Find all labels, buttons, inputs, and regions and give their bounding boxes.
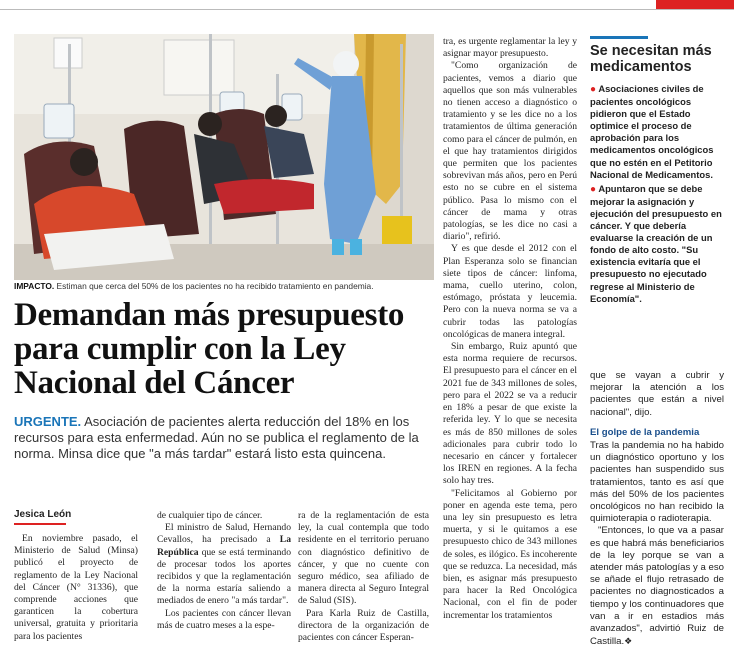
paragraph-text: que se está terminando de procesar todos los aportes recibidos y que la reglamentación de la norma estaría saliendo a mediados de enero "a más tardar". — [157, 546, 291, 607]
paragraph: "Felicitamos al Gobierno por poner en agenda este tema, pero una ley sin presupuesto es letra muerta, y si le quitamos a ese presupuesto chico de 343 millones de soles, es ilógico. Es incoherente que se reduzca. La necesidad, más bien, es asignar más presupuesto para hacer la Red Oncológica Nacional, con el fin de poder incrementar los tratamientos — [443, 487, 578, 621]
caption-label: IMPACTO. — [14, 281, 55, 291]
sidebar-item — [590, 183, 724, 305]
sidebar-item-text: Asociaciones civiles de pacientes oncológicos pidieron que el Estado optimice el proceso de aprobación para los medicamentos oncológicos que no estén en el Petitorio Nacional de Medicamentos. — [590, 83, 714, 180]
chemo-room-illustration — [14, 34, 434, 280]
paragraph: Y es que desde el 2012 con el Plan Esperanza solo se financian siete tipos de cáncer: linfoma, mama, cuello uterino, colon, estómago, próstata y leucemia. Pero con la nueva norma se va a cubrir todas las patologías oncológicas de manera integral. — [443, 243, 577, 340]
paragraph: Para Karla Ruiz de Castilla, directora de la organización de pacientes con cáncer Esperan- — [298, 607, 429, 644]
byline: Jesica León — [14, 509, 72, 520]
sidebar-item — [590, 83, 724, 181]
top-rule — [0, 9, 734, 10]
paragraph — [590, 525, 724, 648]
body-column-1 — [14, 533, 138, 643]
bullet-icon: ● — [590, 84, 597, 95]
section-subhead: El golpe de la pandemia — [590, 426, 700, 438]
article-headline: Demandan más presupuesto para cumplir con la Ley Nacional del Cáncer — [14, 297, 405, 401]
body-column-3 — [298, 510, 429, 644]
page-top-bar — [0, 0, 734, 14]
byline-rule — [14, 523, 66, 525]
paragraph: Los pacientes con cáncer llevan más de cuatro meses a la espe- — [157, 607, 291, 631]
end-mark-icon: ❖ — [624, 636, 633, 647]
paragraph: ra de la reglamentación de esta ley, la cual contempla que todo residente en el territorio peruano con diagnóstico definitivo de cáncer, y que no cuente con seguro médico, sea afiliado de manera directa al Seguro Integral de Salud (SIS). — [298, 510, 429, 607]
caption-text: Estiman que cerca del 50% de los pacientes no ha recibido tratamiento en pandemia. — [54, 281, 374, 291]
paragraph: "Como organización de pacientes, vemos a diario que aquellos que son más vulnerables no tienen acceso a diagnóstico o tratamiento y se les dice no a los tratamientos de última generación como para el cáncer de pulmón, en el que hay tratamientos dirigidos que permiten que los pacientes sobrevivan más años, pero en Perú esto no se cubre en el sistema público. Pasa lo mismo con el cáncer de mama y otras patologías, se les dice no casi a diario", refirió. — [443, 60, 577, 243]
paragraph-bold-text: La República — [157, 534, 291, 558]
bullet-icon: ● — [590, 183, 597, 195]
sidebar-box — [590, 36, 724, 307]
sidebar-rule — [590, 36, 648, 39]
paragraph: En noviembre pasado, el Ministerio de Salud (Minsa) publicó el proyecto de reglamento de la Ley Nacional del Cáncer (N° 31336), que comprende acciones que garanticen la cobertura universal, gratuita y prioritaria para los pacientes — [14, 533, 138, 642]
article-deck — [14, 414, 434, 462]
paragraph-text: El ministro de Salud, Hernando Cevallos, ha precisado a — [157, 522, 291, 546]
deck-kicker: URGENTE. — [14, 414, 82, 429]
paragraph: que se vayan a cubrir y mejorar la atención a los pacientes que están a nivel nacional", dijo. — [590, 370, 724, 418]
paragraph-text: "Entonces, lo que va a pasar es que habrá más beneficiarios de la ley porque se van a atender más patologías y a eso se añade el flujo retrasado de pacientes no diagnosticados a tiempo y los continuadores que van a ir en estadios más avanzados", advirtió Ruiz de Castilla. — [590, 525, 724, 648]
paragraph: tra, es urgente reglamentar la ley y asignar mayor presupuesto. — [443, 36, 577, 60]
article-photo — [14, 34, 434, 280]
sidebar-title: Se necesitan más medicamentos — [590, 43, 712, 75]
paragraph: de cualquier tipo de cáncer. — [157, 510, 263, 521]
paragraph — [157, 522, 291, 607]
body-column-5 — [590, 370, 724, 648]
body-column-4 — [443, 36, 577, 622]
photo-caption — [14, 281, 434, 291]
deck-text: Asociación de pacientes alerta reducción del 18% en los recursos para esta enfermedad. Aún no se publica el reglamento de la norma. Minsa dice que "a más tardar" estará listo esta quincena. — [14, 414, 419, 461]
sidebar-item-text: Apuntaron que se debe mejorar la asignación y ejecución del presupuesto en cáncer. Y que debería evaluarse la creación de un fondo de alto costo. "Su existencia evitaría que el presupuesto no ejecutado regrese al Ministerio de Economía". — [590, 182, 722, 304]
paragraph: Sin embargo, Ruiz apuntó que esta norma requiere de recursos. El presupuesto para el cáncer en el 2021 fue de 343 millones de soles, pero para el 2022 se va a reducir en 18% a pesar de que existe la referida ley. Y lo que se necesita es más de 850 millones de soles adicionales para cubrir todo lo necesario en cáncer y fortalecer los IREN en regiones. A la fecha solo hay tres. — [443, 341, 577, 487]
body-column-2 — [157, 510, 291, 632]
paragraph: Tras la pandemia no ha habido un diagnóstico oportuno y los pacientes han suspendido sus tratamientos, tanto es así que más del 50% de los pacientes oncológicos no han recibido la quimioterapia o radioterapia. — [590, 440, 724, 525]
red-tab-marker — [656, 0, 734, 9]
